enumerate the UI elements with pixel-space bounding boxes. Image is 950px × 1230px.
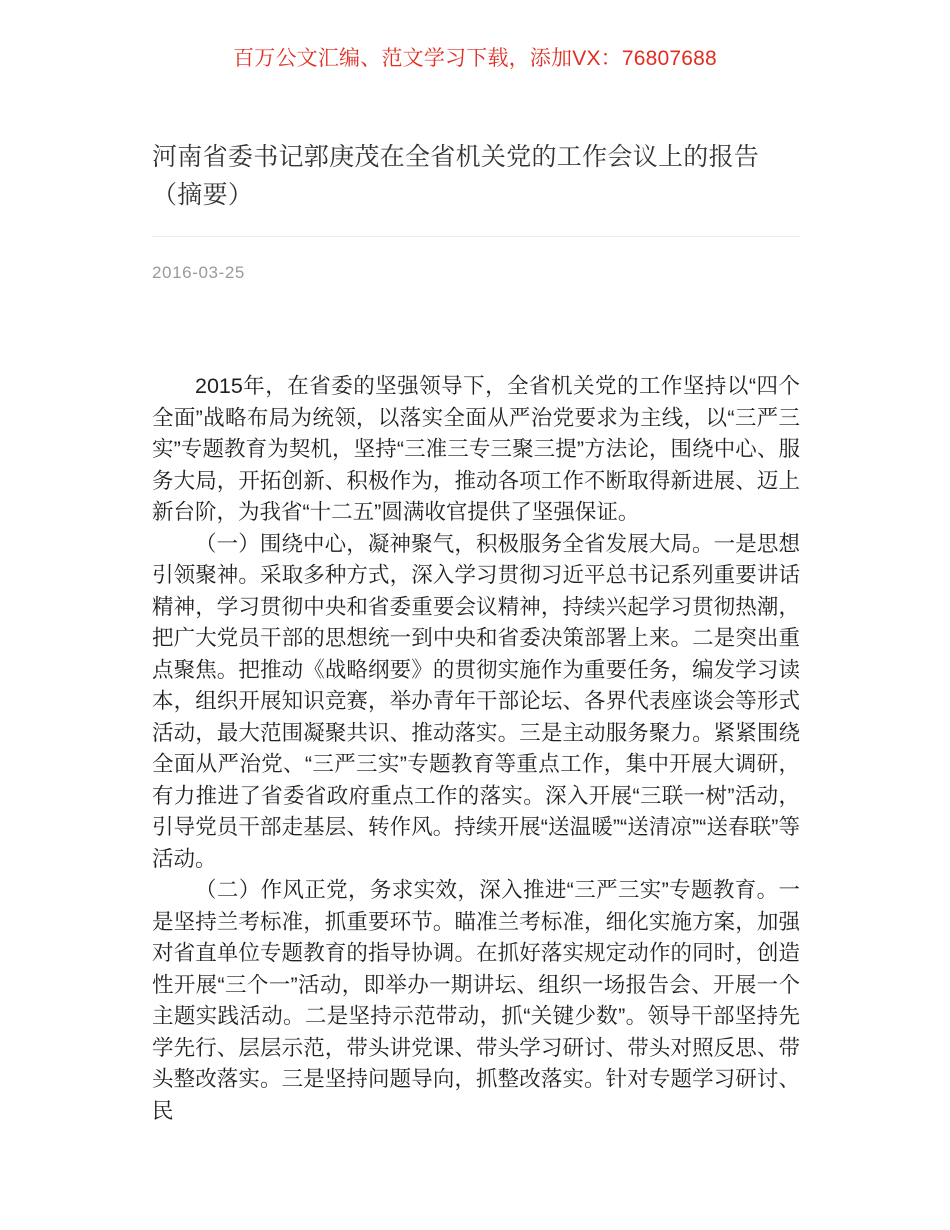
body-paragraph: （二）作风正党，务求实效，深入推进“三严三实”专题教育。一是坚持兰考标准，抓重要环节。瞄准兰考标准，细化实施方案，加强对省直单位专题教育的指导协调。在抓好落实规定动作的同时，创造性开展“三个一”活动，即举办一期讲坛、组织一场报告会、开展一个主题实践活动。二是坚持示范带动，抓“关键少数”。领导干部坚持先学先行、层层示范，带头讲党课、带头学习研讨、带头对照反思、带头整改落实。三是坚持问题导向，抓整改落实。针对专题学习研讨、民 bbox=[152, 878, 800, 1123]
article-header bbox=[152, 138, 800, 245]
title-divider bbox=[152, 236, 800, 237]
article-meta bbox=[152, 262, 800, 284]
promo-banner-text: 百万公文汇编、范文学习下载，添加VX：76807688 bbox=[233, 47, 717, 70]
promo-banner bbox=[0, 48, 950, 69]
page-title: 河南省委书记郭庚茂在全省机关党的工作会议上的报告（摘要） bbox=[152, 143, 760, 209]
publish-date: 2016-03-25 bbox=[152, 263, 245, 282]
body-paragraph: （一）围绕中心，凝神聚气，积极服务全省发展大局。一是思想引领聚神。采取多种方式，深入学习贯彻习近平总书记系列重要讲话精神，学习贯彻中央和省委重要会议精神，持续兴起学习贯彻热潮，把广大党员干部的思想统一到中央和省委决策部署上来。二是突出重点聚焦。把推动《战略纲要》的贯彻实施作为重要任务，编发学习读本，组织开展知识竞赛，举办青年干部论坛、各界代表座谈会等形式活动，最大范围凝聚共识、推动落实。三是主动服务聚力。紧紧围绕全面从严治党、“三严三实”专题教育等重点工作，集中开展大调研，有力推进了省委省政府重点工作的落实。深入开展“三联一树”活动，引导党员干部走基层、转作风。持续开展“送温暖”“送清凉”“送春联”等活动。 bbox=[152, 531, 800, 871]
body-paragraph: 2015年，在省委的坚强领导下，全省机关党的工作坚持以“四个全面”战略布局为统领，以落实全面从严治党要求为主线，以“三严三实”专题教育为契机，坚持“三准三专三聚三提”方法论，围绕中心、服务大局，开拓创新、积极作为，推动各项工作不断取得新进展、迈上新台阶，为我省“十二五”圆满收官提供了坚强保证。 bbox=[152, 374, 800, 524]
article-body bbox=[152, 371, 800, 1127]
